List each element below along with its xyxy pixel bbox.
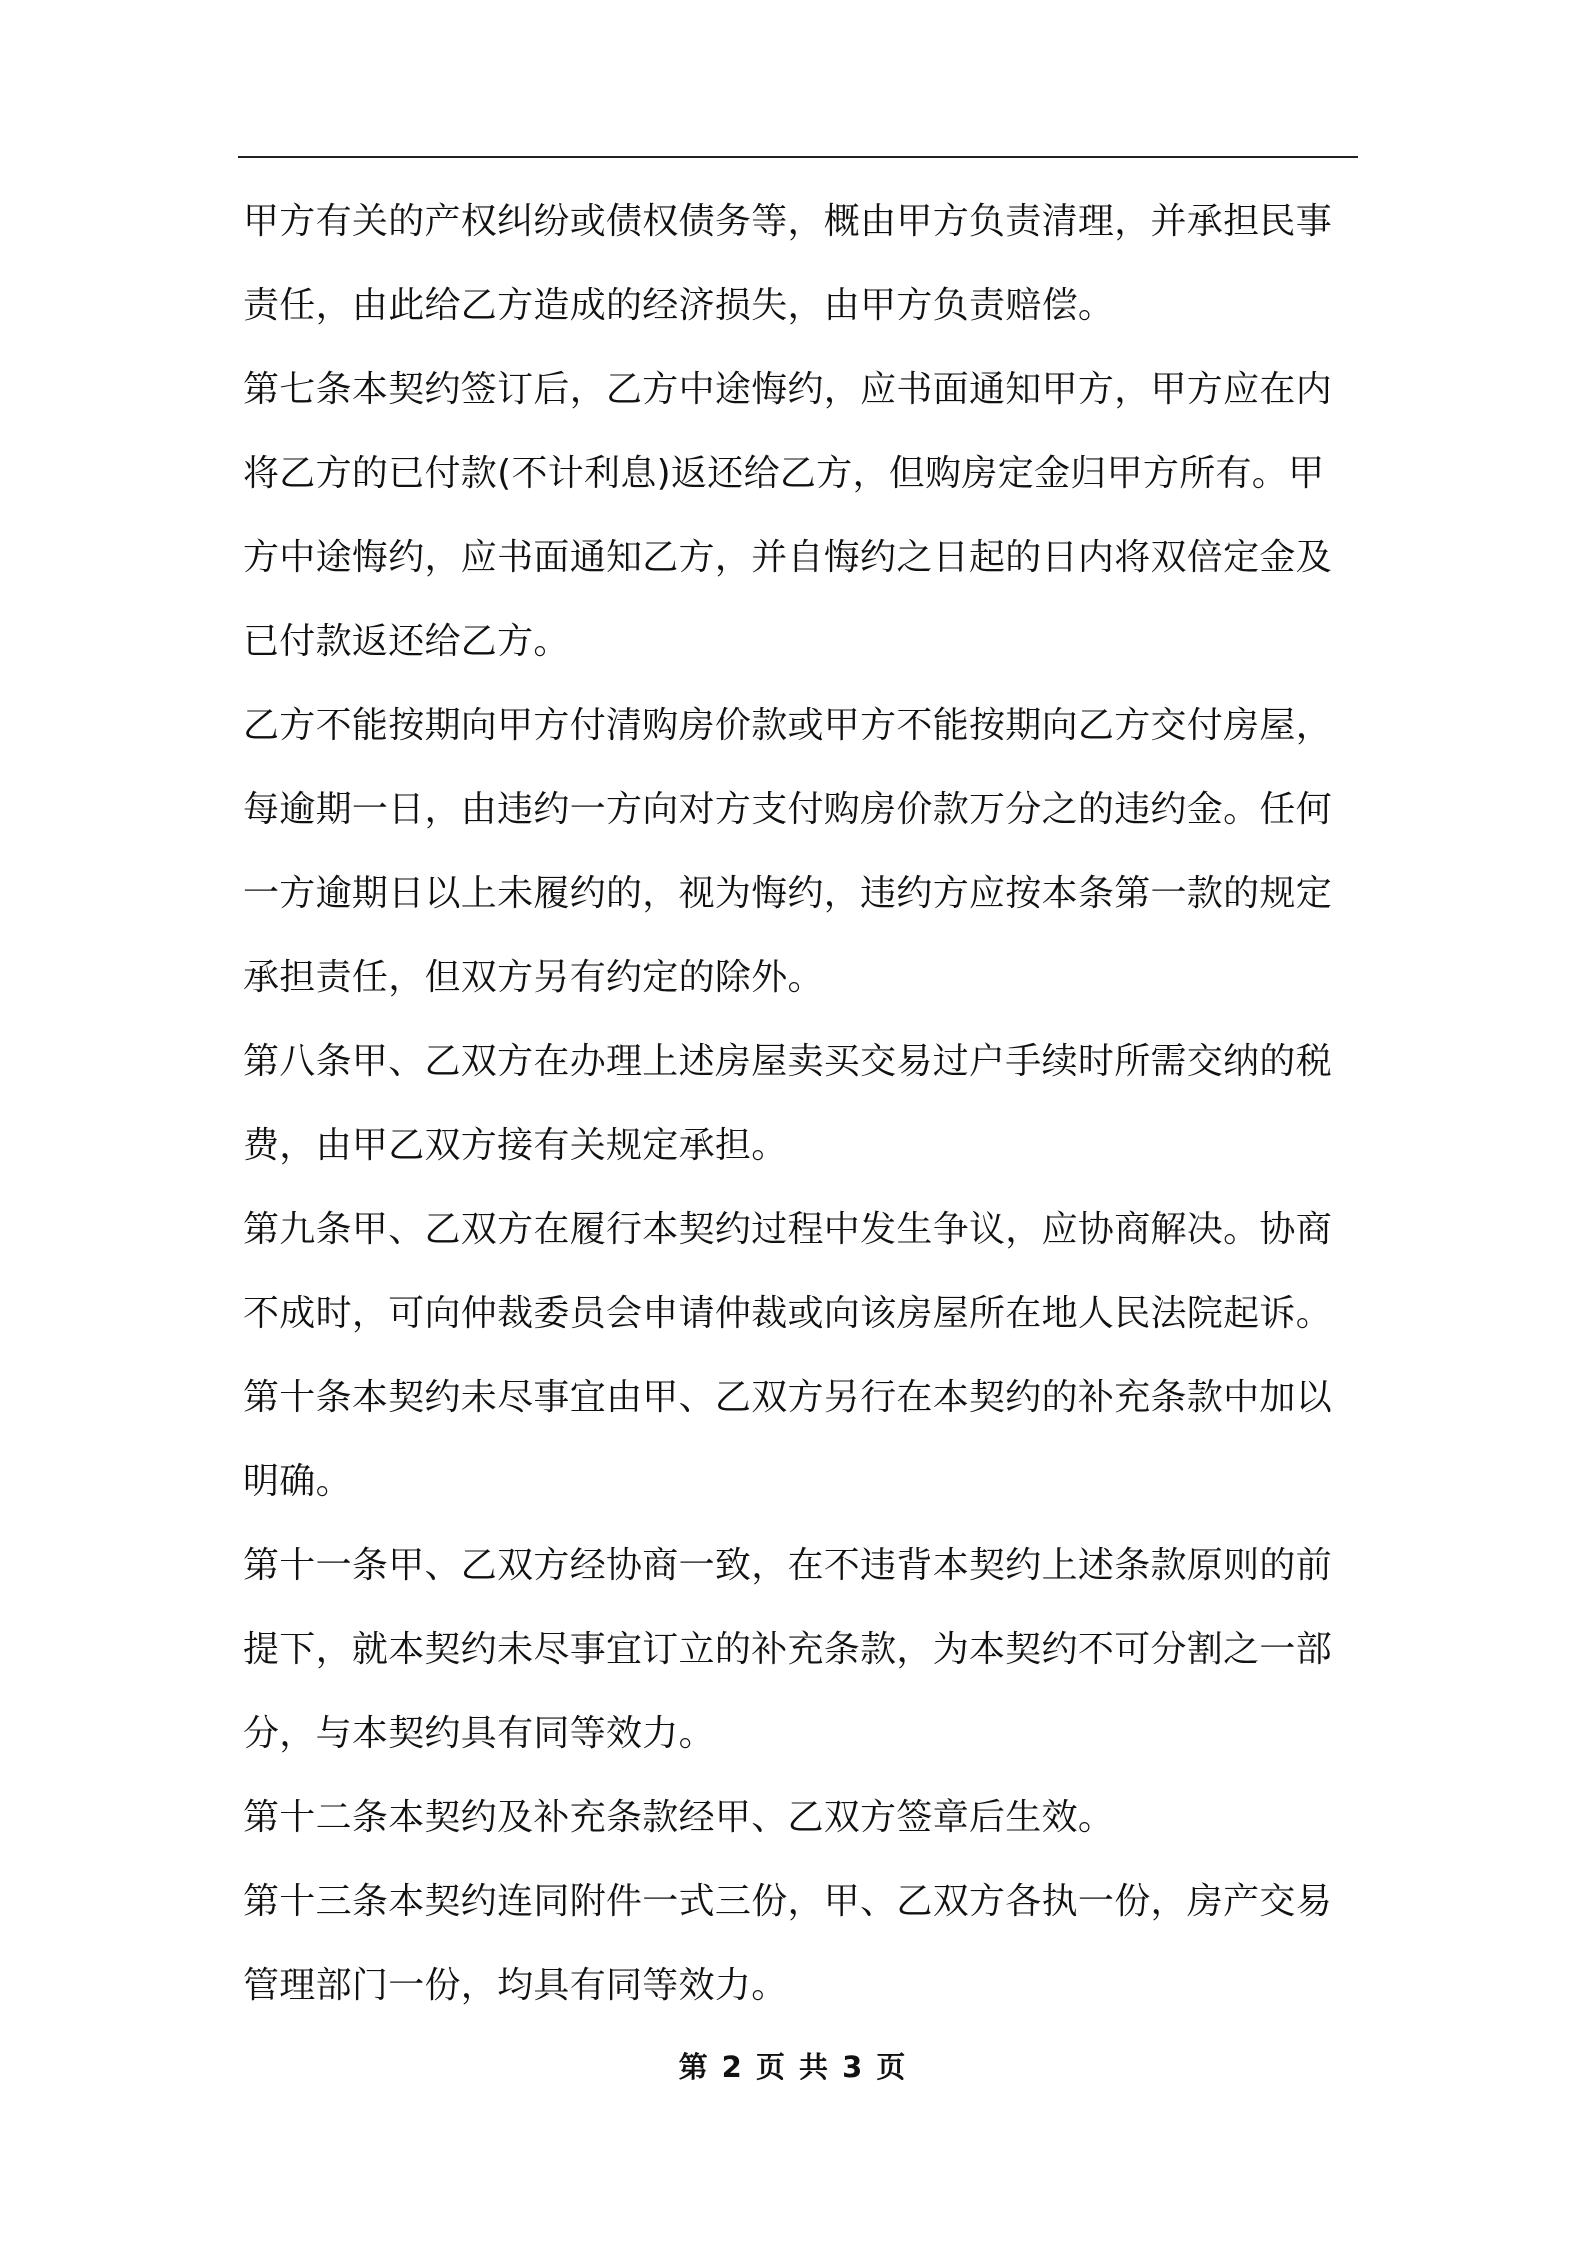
text-line: 方中途悔约，应书面通知乙方，并自悔约之日起的日内将双倍定金及 <box>243 537 1333 578</box>
contract-body <box>243 180 1358 2028</box>
text-line: 分，与本契约具有同等效力。 <box>243 1713 715 1754</box>
text-line: 承担责任，但双方另有约定的除外。 <box>243 957 824 998</box>
text-line: 第九条甲、乙双方在履行本契约过程中发生争议，应协商解决。协商 <box>243 1209 1333 1250</box>
text-line: 明确。 <box>243 1461 352 1502</box>
text-line: 每逾期一日，由违约一方向对方支付购房价款万分之的违约金。任何 <box>243 789 1333 830</box>
text-line: 第十三条本契约连同附件一式三份，甲、乙双方各执一份，房产交易 <box>243 1881 1333 1922</box>
text-line: 管理部门一份，均具有同等效力。 <box>243 1965 788 2006</box>
text-line: 第七条本契约签订后，乙方中途悔约，应书面通知甲方，甲方应在内 <box>243 369 1333 410</box>
text-line: 第十二条本契约及补充条款经甲、乙双方签章后生效。 <box>243 1797 1115 1838</box>
text-line: 责任，由此给乙方造成的经济损失，由甲方负责赔偿。 <box>243 285 1115 326</box>
text-line: 提下，就本契约未尽事宜订立的补充条款，为本契约不可分割之一部 <box>243 1629 1333 1670</box>
text-line: 第十一条甲、乙双方经协商一致，在不违背本契约上述条款原则的前 <box>243 1545 1333 1586</box>
header-divider <box>238 156 1358 158</box>
text-line: 已付款返还给乙方。 <box>243 621 570 662</box>
text-line: 乙方不能按期向甲方付清购房价款或甲方不能按期向乙方交付房屋， <box>243 705 1333 746</box>
text-line: 第十条本契约未尽事宜由甲、乙双方另行在本契约的补充条款中加以 <box>243 1377 1333 1418</box>
text-line: 甲方有关的产权纠纷或债权债务等，概由甲方负责清理，并承担民事 <box>243 201 1333 242</box>
text-line: 费，由甲乙双方接有关规定承担。 <box>243 1125 788 1166</box>
text-line: 不成时，可向仲裁委员会申请仲裁或向该房屋所在地人民法院起诉。 <box>243 1293 1333 1334</box>
text-line: 将乙方的已付款(不计利息)返还给乙方，但购房定金归甲方所有。甲 <box>243 453 1325 494</box>
page-number-footer: 第 2 页 共 3 页 <box>678 2050 908 2084</box>
text-line: 一方逾期日以上未履约的，视为悔约，违约方应按本条第一款的规定 <box>243 873 1333 914</box>
text-line: 第八条甲、乙双方在办理上述房屋卖买交易过户手续时所需交纳的税 <box>243 1041 1333 1082</box>
